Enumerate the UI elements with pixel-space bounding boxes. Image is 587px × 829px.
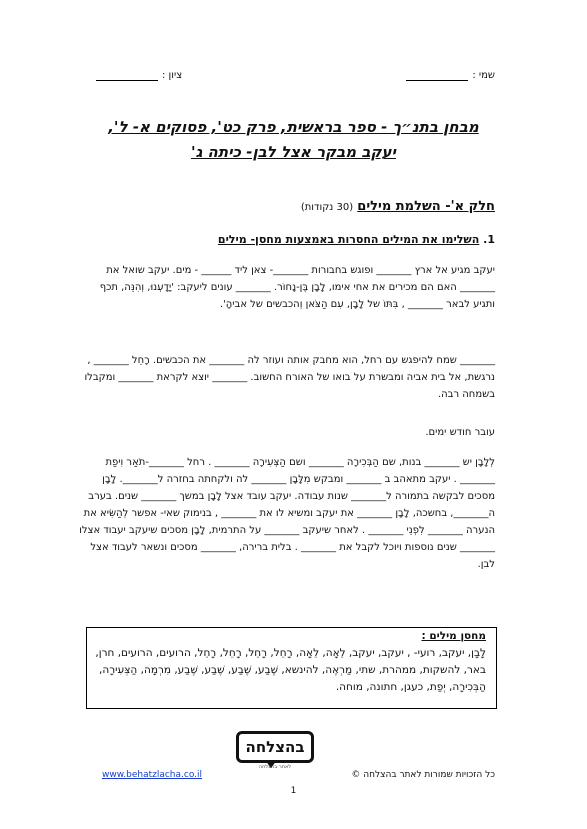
logo-subtitle: לאתר בהצלחה xyxy=(258,764,292,770)
question-text: השלימו את המילים החסרות באמצעות מחסן- מילים xyxy=(217,233,480,246)
logo-text: בהצלחה xyxy=(245,738,305,756)
section-points: (30 נקודות) xyxy=(300,202,354,213)
story-paragraph-1: יעקב מגיע אל ארץ _______ ופוגש בחבורות _______- צאן ליד ______ - מים. יעקב שואל את _______ האם הם מכירים את אחי אימו, לָבָן בֶּן-נָחוֹר. _______ עונים ליעקב: 'יָדָעְנוּ, וְהִנֵּה, תכף ותגיע לבאר _______ , בִּתּוֹ של לָבָן, עִם הַצֹּאן וְהכבשים של אביהָ'. xyxy=(99,265,495,310)
exam-subtitle: יעקב מבקר אצל לבן- כיתה ג' xyxy=(191,143,396,161)
page-number: 1 xyxy=(290,786,297,796)
section-heading xyxy=(301,199,495,214)
grade-label: ציון : xyxy=(162,70,183,81)
site-logo xyxy=(236,731,314,763)
exam-title: מבחן בתנ״ך - ספר בראשית, פרק כט', פסוקים א- ל', xyxy=(108,118,479,136)
header-line xyxy=(0,70,587,86)
grade-field xyxy=(96,70,182,81)
word-bank-words: לָבָן, יעקב, רועי- , יעקב, יעקב, לֵאָה, לֵאָה, רָחֵל, רָחֵל, רָחֵל, רָחֵל, הרועים, הרועים, חרן, באר, להשקות, ממהרת, שתי, מַרְאֶה, להינשא, שֶׁבַע, שֶׁבַע, שֶׁבַע, שֶׁבַע, מִרְמָה, הַצְּעִירָה, הַבְּכִירָה, יְפַת, כעגן, חתונה, מוחה. xyxy=(95,647,486,693)
story-paragraph-2: _______ שמח להיפגש עם רחל, הוא מחבק אותה ועוזר לה _______ את הכבשים. רָחֵל _______ , נרגשת, אל בית אביה ומבשרת על בואו של האורח החשוב. _______ יוצא לקראת _______ ומקבלו בשמחה רבה. xyxy=(84,355,495,400)
name-field xyxy=(406,70,495,81)
question-instruction xyxy=(218,233,495,246)
name-blank[interactable] xyxy=(406,70,468,81)
website-link[interactable]: www.behatzlacha.co.il xyxy=(102,770,203,780)
story-paragraph-4: לְלָבָן יש _______ בנות, שם הַבְּכִירָה _______ ושם הַצְּעִירָה _______ . רחל _______-תֹאַר וִיפַת _______ . יעקב מתאהב ב _______ ומבקש מִלָּבָן _______ לה ולקחתה בחזרה ל_______. לָבָן מסכים לבקשה בתמורה ל_______ שנות עבודה. יעקב עובד אצל לָבָן במשך _______ שנים. בערב ה_______, בחשכה, לָבָן _______ את יעקב ומשיא לו את _______ , בנימוק שאי- אפשר לְהַשִּׂיא את הנערה _______ לִפְנֵי _______ . לאחר שיעקב _______ על התרמית, לָבָן מסכים שיעקב יעבוד אצלו _______ שנים נוספות ויוכל לקבל את _______ . בלית ברירה, _______ מסכים ונשאר לעבוד אצל לבן. xyxy=(79,457,495,570)
grade-blank[interactable] xyxy=(96,70,158,81)
story-paragraph-3: עובר חודש ימים. xyxy=(425,427,495,438)
word-bank-box xyxy=(86,627,497,709)
section-title: חלק א'- השלמת מילים xyxy=(357,199,495,214)
copyright-notice: כל הזכויות שמורות לאתר בהצלחה © xyxy=(351,770,495,780)
question-number: 1. xyxy=(483,233,495,246)
name-label: שמי : xyxy=(472,70,495,81)
word-bank-title: מחסן מילים : xyxy=(421,630,486,642)
